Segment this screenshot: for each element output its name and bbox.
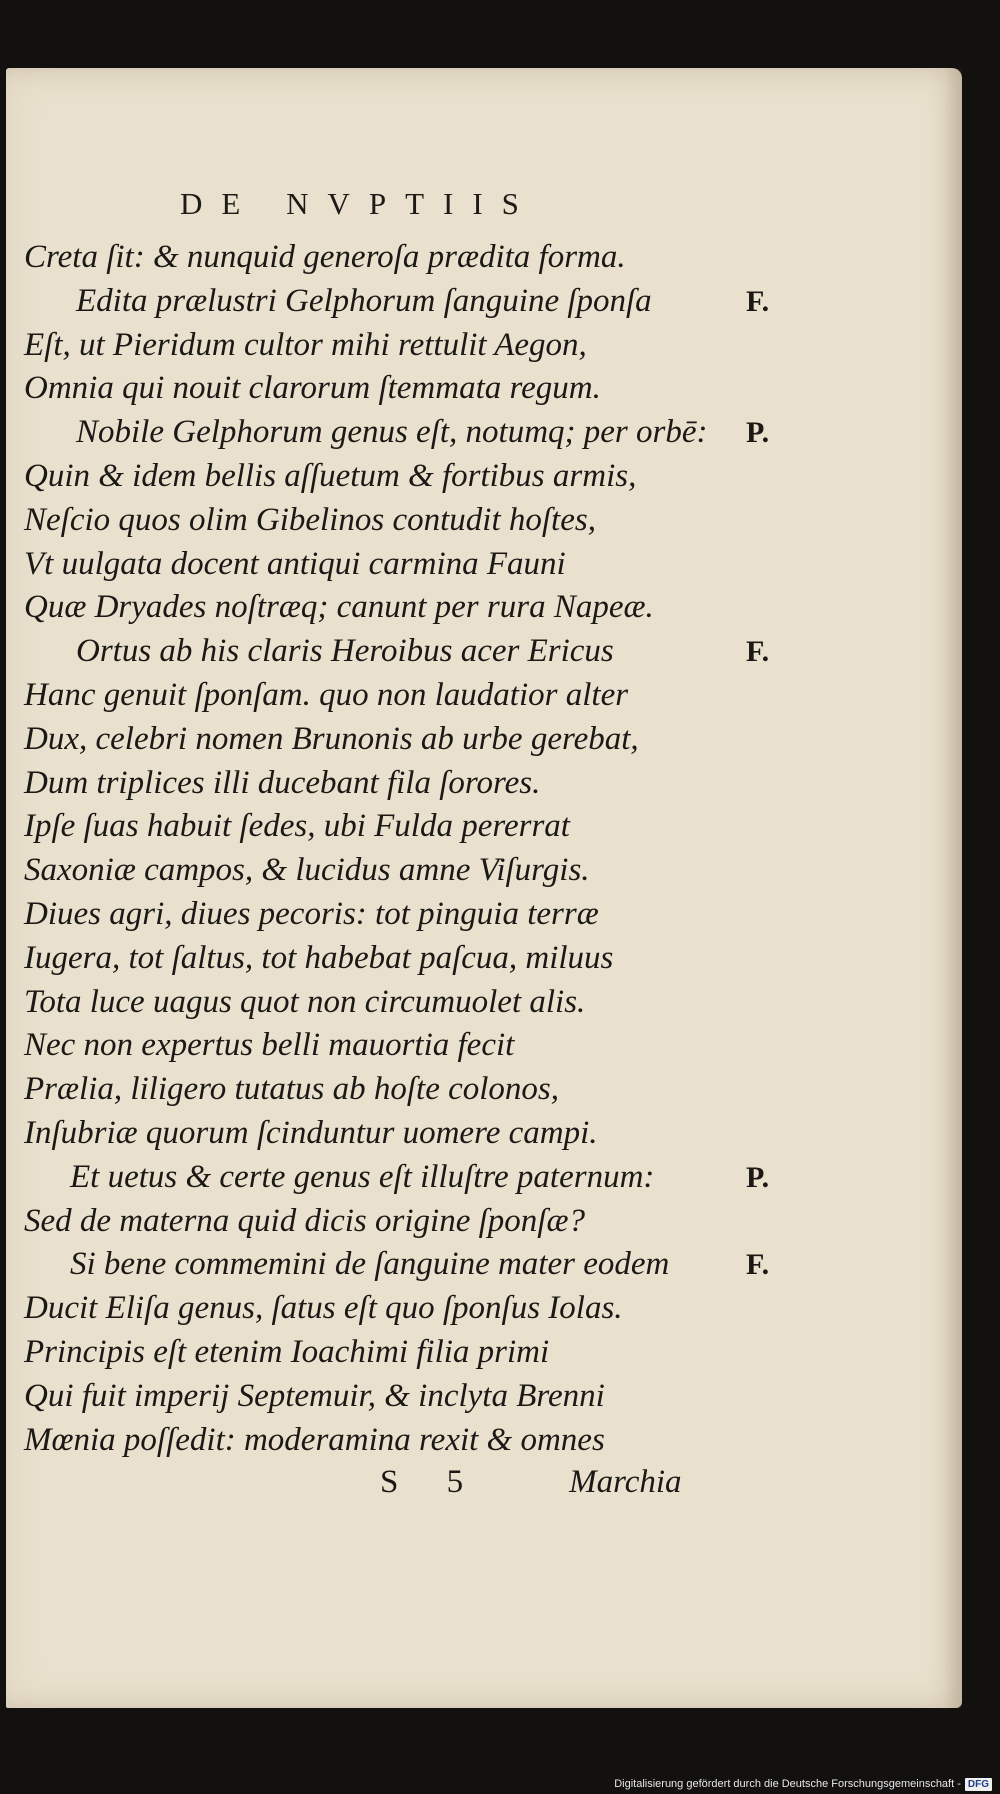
- verse-line-text: Ipſe ſuas habuit ſedes, ubi Fulda pererrat: [24, 808, 570, 845]
- dfg-logo: DFG: [965, 1778, 992, 1791]
- verse-line: [24, 981, 944, 1025]
- credit-text: Digitalisierung gefördert durch die Deutsche Forschungsgemeinschaft -: [614, 1778, 961, 1790]
- verse-line: [24, 1156, 944, 1200]
- verse-line: [24, 805, 944, 849]
- verse-line-text: Eſt, ut Pieridum cultor mihi rettulit Aegon,: [24, 326, 587, 363]
- verse-line: [24, 324, 944, 368]
- verse-line-text: Quæ Dryades noſtræq; canunt per rura Napeæ.: [24, 589, 654, 626]
- verse-line: [24, 1200, 944, 1244]
- verse-line: [24, 1243, 944, 1287]
- verse-line-text: Et uetus & certe genus eſt illuſtre paternum:: [70, 1158, 655, 1195]
- verse-line-text: Qui fuit imperij Septemuir, & inclyta Brenni: [24, 1377, 605, 1414]
- running-head: DE NVPTIIS: [180, 186, 538, 221]
- verse-line-text: Nec non expertus belli mauortia fecit: [24, 1027, 515, 1064]
- catchword: Marchia: [569, 1464, 682, 1500]
- verse-line: [24, 1024, 944, 1068]
- verse-line-text: Mœnia poſſedit: moderamina rexit & omnes: [24, 1421, 605, 1458]
- verse-line: [24, 367, 944, 411]
- verse-line-text: Creta ſit: & nunquid generoſa prædita forma.: [24, 239, 626, 275]
- digitization-credit: [614, 1775, 992, 1793]
- verse-line: [24, 280, 944, 324]
- speaker-mark: F.: [746, 1248, 770, 1282]
- verse-line-text: Neſcio quos olim Gibelinos contudit hoſtes,: [24, 501, 596, 538]
- verse-line: [24, 849, 944, 893]
- verse-line: [24, 630, 944, 674]
- verse-line-text: Prælia, liligero tutatus ab hoſte colonos,: [24, 1071, 560, 1108]
- verse-line-text: Dum triplices illi ducebant fila ſorores.: [24, 764, 541, 801]
- verse-line-text: Inſubriæ quorum ſcinduntur uomere campi.: [24, 1114, 598, 1151]
- verse-line: [24, 937, 944, 981]
- verse-line: [24, 236, 944, 280]
- verse-line: [24, 762, 944, 806]
- verse-line-text: Edita prælustri Gelphorum ſanguine ſponſa: [76, 282, 652, 319]
- verse-line: [24, 893, 944, 937]
- verse-line-text: Sed de materna quid dicis origine ſponſæ?: [24, 1202, 585, 1239]
- verse-line-text: Iugera, tot ſaltus, tot habebat paſcua, miluus: [24, 939, 614, 976]
- verse-text: [24, 236, 944, 1462]
- verse-line: [24, 499, 944, 543]
- verse-line-text: Diues agri, diues pecoris: tot pinguia terræ: [24, 895, 599, 932]
- signature-line: [380, 1464, 682, 1501]
- verse-line-text: Tota luce uagus quot non circumuolet alis.: [24, 983, 586, 1020]
- speaker-mark: P.: [746, 1160, 770, 1194]
- verse-line-text: Ortus ab his claris Heroibus acer Ericus: [76, 633, 614, 670]
- verse-line: [24, 1331, 944, 1375]
- verse-line: [24, 411, 944, 455]
- verse-line: [24, 455, 944, 499]
- signature-mark: S 5: [380, 1464, 484, 1500]
- verse-line: [24, 1112, 944, 1156]
- verse-line-text: Hanc genuit ſponſam. quo non laudatior alter: [24, 676, 629, 713]
- verse-line: [24, 1068, 944, 1112]
- verse-line: [24, 1375, 944, 1419]
- speaker-mark: F.: [746, 284, 770, 318]
- verse-line-text: Dux, celebri nomen Brunonis ab urbe gerebat,: [24, 720, 639, 757]
- verse-line: [24, 543, 944, 587]
- verse-line: [24, 718, 944, 762]
- verse-line-text: Nobile Gelphorum genus eſt, notumq; per orbē:: [76, 414, 708, 451]
- verse-line: [24, 1419, 944, 1463]
- speaker-mark: P.: [746, 416, 770, 450]
- verse-line: [24, 586, 944, 630]
- verse-line-text: Si bene commemini de ſanguine mater eodem: [70, 1246, 670, 1283]
- verse-line-text: Quin & idem bellis aſſuetum & fortibus armis,: [24, 457, 637, 494]
- verse-line-text: Saxoniæ campos, & lucidus amne Viſurgis.: [24, 852, 590, 889]
- verse-line-text: Principis eſt etenim Ioachimi filia primi: [24, 1333, 550, 1370]
- verse-line: [24, 674, 944, 718]
- verse-line-text: Ducit Eliſa genus, ſatus eſt quo ſponſus Iolas.: [24, 1290, 623, 1327]
- speaker-mark: F.: [746, 635, 770, 669]
- book-page: [6, 68, 962, 1708]
- verse-line-text: Omnia qui nouit clarorum ſtemmata regum.: [24, 370, 601, 407]
- verse-line-text: Vt uulgata docent antiqui carmina Fauni: [24, 545, 566, 582]
- verse-line: [24, 1287, 944, 1331]
